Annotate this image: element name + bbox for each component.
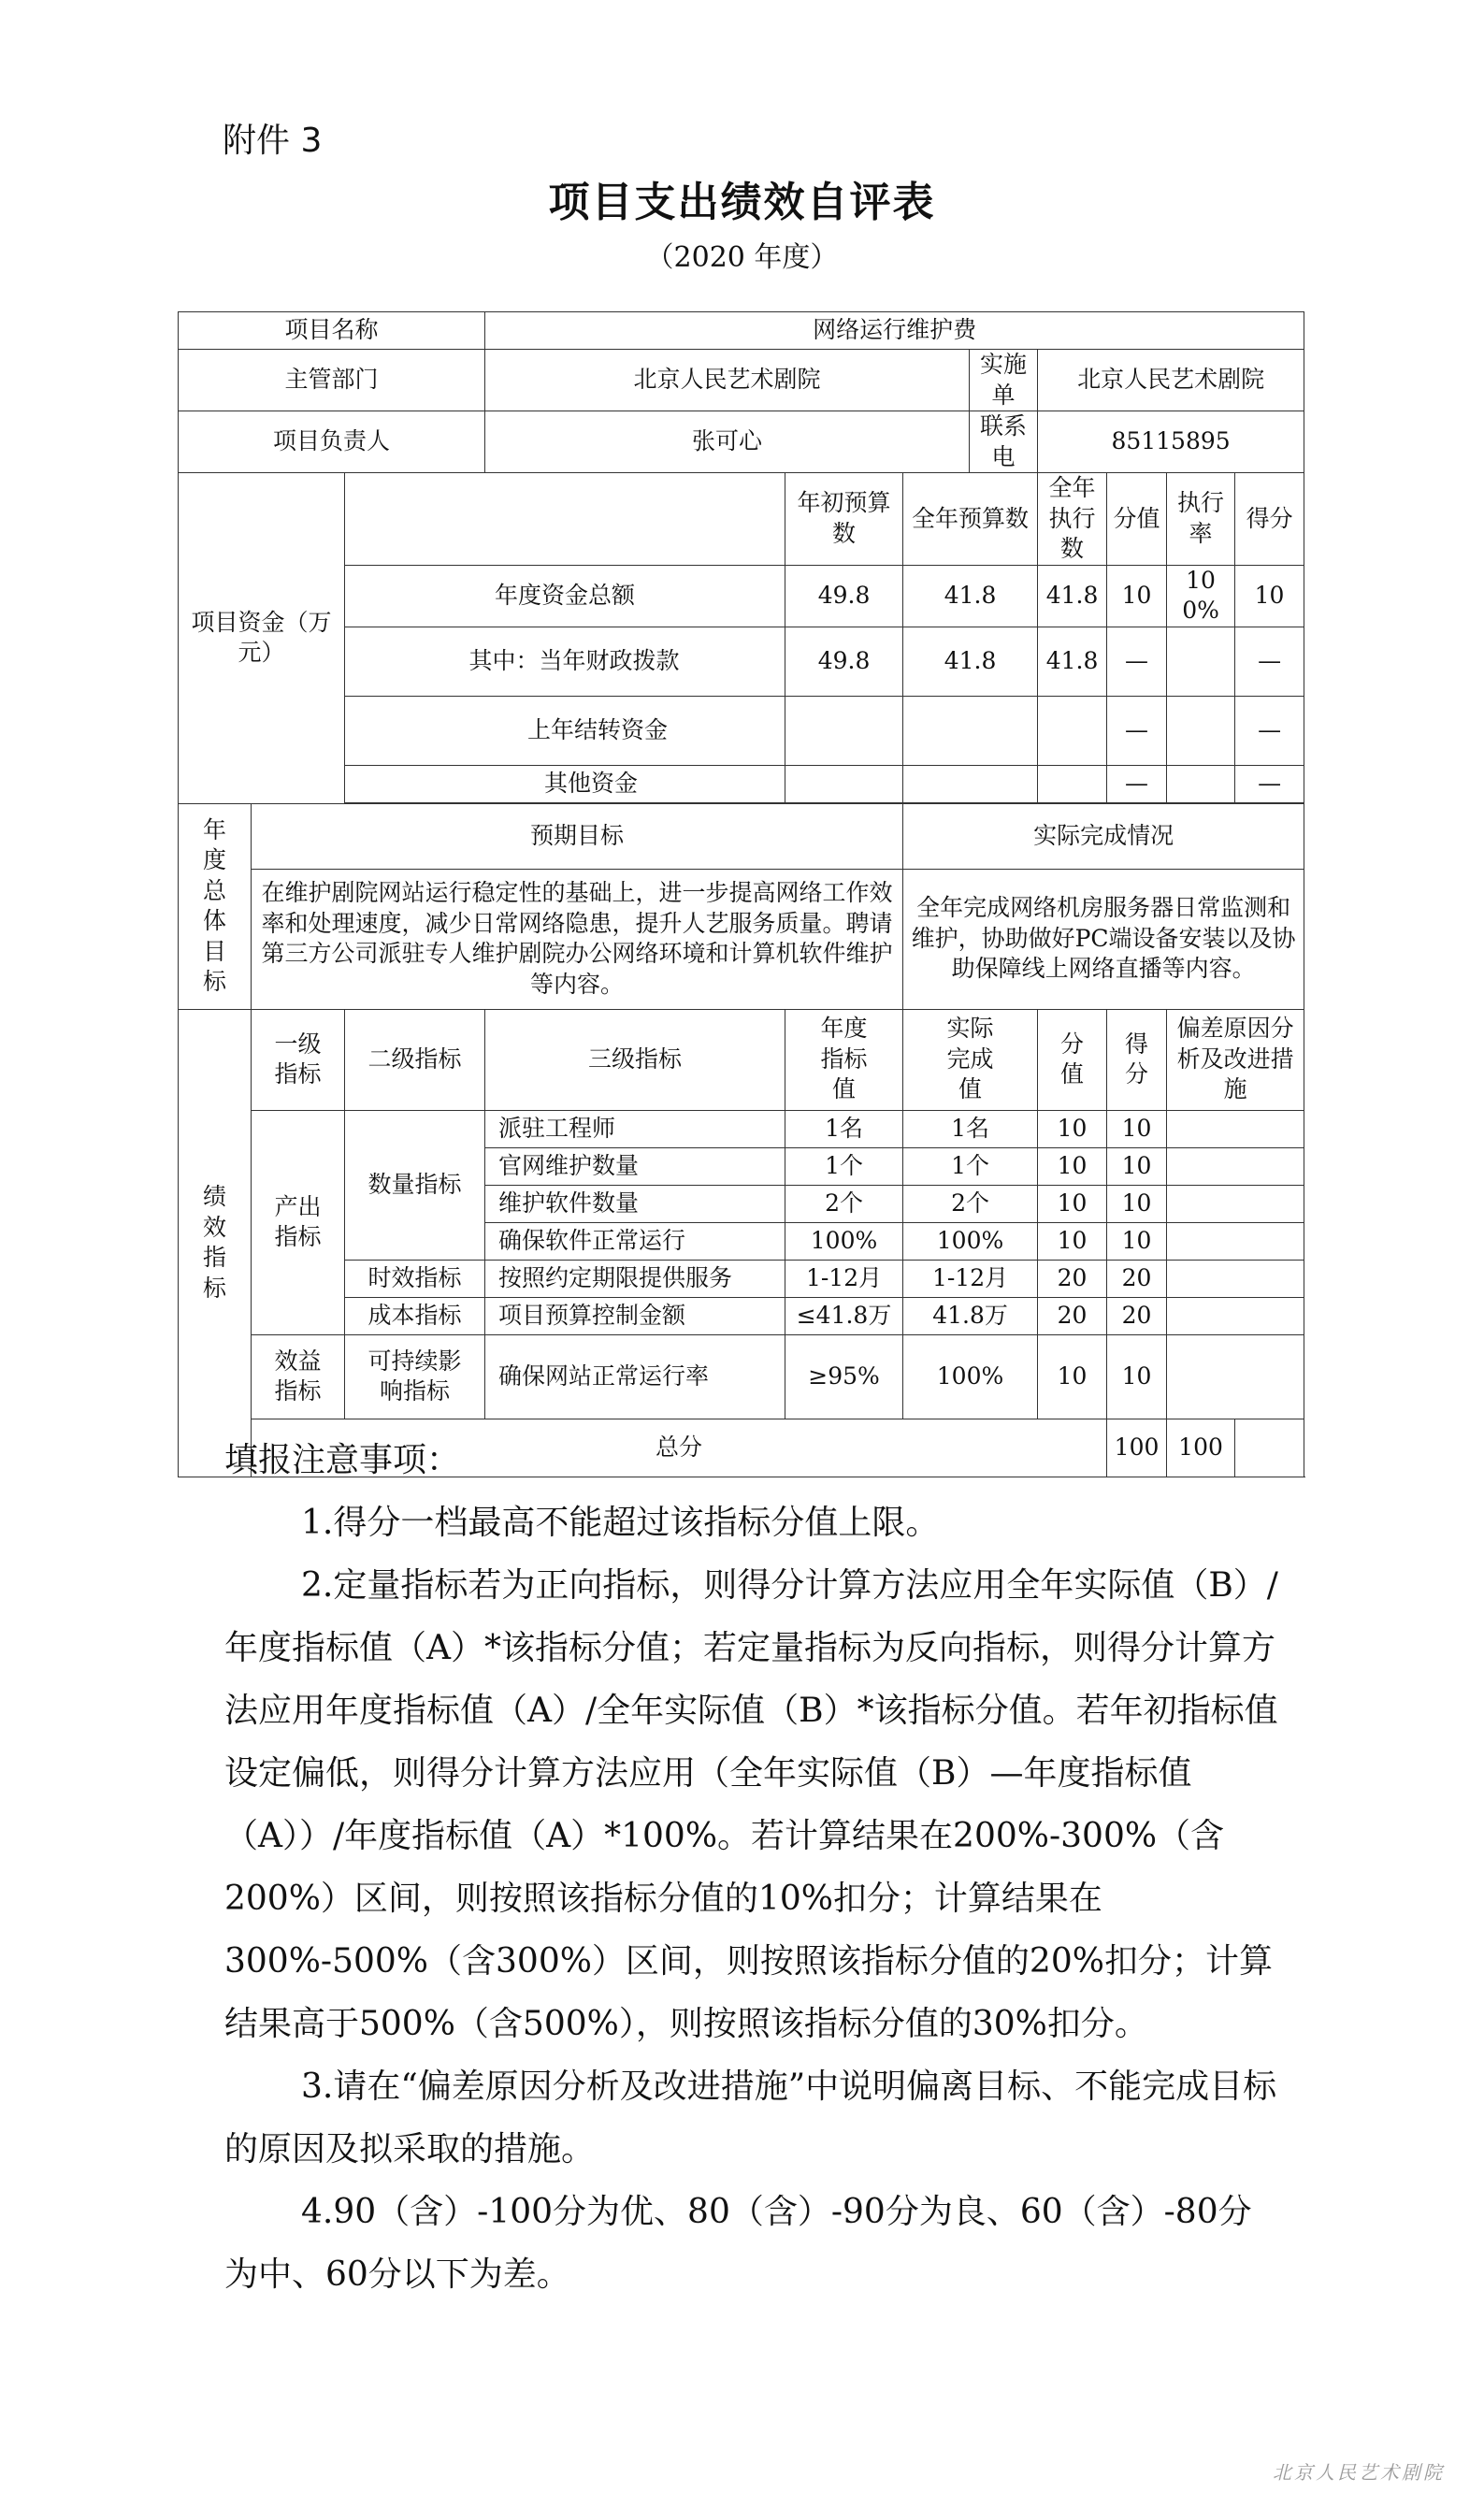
funds-init (785, 696, 903, 765)
funds-header-row (179, 473, 1304, 566)
funds-score-value: — (1107, 696, 1167, 765)
goals-label: 年度总体目标 (179, 803, 252, 1009)
funds-exec: 41.8 (1038, 565, 1107, 627)
funds-col-init: 年初预算数 (785, 473, 903, 566)
notes-heading: 填报注意事项： (224, 1441, 461, 1479)
table-row (179, 350, 1304, 411)
actual-result-text: 全年完成网络机房服务器日常监测和维护，协助做好PC端设备安装以及协助保障线上网络直播等内容。 (903, 869, 1304, 1009)
indicator-note (1167, 1260, 1304, 1297)
watermark: 北京人民艺术剧院 (1273, 2461, 1445, 2484)
expected-goal-text: 在维护剧院网站运行稳定性的基础上，进一步提高网络工作效率和处理速度，减少日常网络隐患，提升人艺服务质量。聘请第三方公司派驻专人维护剧院办公网络环境和计算机软件维护等内容。 (252, 869, 903, 1009)
note-item: 3.请在“偏差原因分析及改进措施”中说明偏离目标、不能完成目标的原因及拟采取的措施。 (224, 2068, 1277, 2168)
funds-annual (903, 765, 1038, 802)
cost-indicator-label: 成本指标 (345, 1297, 485, 1334)
indicator-value: 20 (1038, 1260, 1107, 1297)
table-row (179, 1297, 1304, 1334)
indicator-score: 10 (1107, 1185, 1167, 1222)
impl-unit-label: 实施单 (970, 350, 1038, 411)
funds-exec (1038, 696, 1107, 765)
funds-score-value: — (1107, 765, 1167, 802)
table-row (179, 765, 1304, 802)
table-row (179, 627, 1304, 696)
actual-header: 实际完成值 (903, 1009, 1038, 1110)
sustain-indicator-label: 可持续影响指标 (345, 1334, 485, 1419)
funds-score-value: — (1107, 627, 1167, 696)
funds-col-rate: 执行率 (1167, 473, 1235, 566)
indicator-actual: 100% (903, 1222, 1038, 1260)
level2-header: 二级指标 (345, 1009, 485, 1110)
level1-header: 一级指标 (252, 1009, 345, 1110)
performance-header-row (179, 1009, 1304, 1110)
indicator-actual: 2个 (903, 1185, 1038, 1222)
funds-annual (903, 696, 1038, 765)
funds-annual: 41.8 (903, 627, 1038, 696)
phone-value: 85115895 (1038, 411, 1304, 473)
filling-notes (224, 1429, 1281, 2306)
self-evaluation-table (178, 311, 1304, 1477)
target-header: 年度指标值 (785, 1009, 903, 1110)
indicator-note (1167, 1147, 1304, 1185)
funds-init (785, 765, 903, 802)
funds-score: — (1235, 696, 1304, 765)
page-title: 项目支出绩效自评表 (548, 179, 936, 226)
indicator-note (1167, 1222, 1304, 1260)
funds-rate (1167, 765, 1235, 802)
funds-score-value: 10 (1107, 565, 1167, 627)
total-label: 总分 (252, 1419, 1107, 1477)
funds-init: 49.8 (785, 565, 903, 627)
funds-rate (1167, 696, 1235, 765)
indicator-target: 1个 (785, 1147, 903, 1185)
goals-content-row (179, 869, 1304, 1009)
indicator-name: 按照约定期限提供服务 (485, 1260, 785, 1297)
impl-unit-value: 北京人民艺术剧院 (1038, 350, 1304, 411)
indicator-value: 10 (1038, 1222, 1107, 1260)
indicator-target: 1-12月 (785, 1260, 903, 1297)
indicator-name: 确保软件正常运行 (485, 1222, 785, 1260)
indicator-name: 官网维护数量 (485, 1147, 785, 1185)
funds-annual: 41.8 (903, 565, 1038, 627)
indicator-target: ≤41.8万 (785, 1297, 903, 1334)
funds-col-exec: 全年执行数 (1038, 473, 1107, 566)
indicator-target: ≥95% (785, 1334, 903, 1419)
total-score: 100 (1167, 1419, 1235, 1477)
note-item: 2.定量指标若为正向指标，则得分计算方法应用全年实际值（B）/年度指标值（A）*该指标分值；若定量指标为反向指标，则得分计算方法应用年度指标值（A）/全年实际值（B）*该指标分值。若年初指标值设定偏低，则得分计算方法应用（全年实际值（B）—年度指标值（A））/年度指标值（A）*100%。若计算结果在200%-300%（含200%）区间，则按照该指标分值的10%扣分；计算结果在300%-500%（含300%）区间，则按照该指标分值的20%扣分；计算结果高于500%（含500%），则按照该指标分值的30%扣分。 (224, 1566, 1278, 2043)
indicator-value: 10 (1038, 1110, 1107, 1147)
indicator-actual: 1名 (903, 1110, 1038, 1147)
indicator-name: 派驻工程师 (485, 1110, 785, 1147)
funds-row-label: 上年结转资金 (345, 696, 785, 765)
actual-result-header: 实际完成情况 (903, 803, 1304, 869)
phone-label: 联系电 (970, 411, 1038, 473)
timeliness-indicator-label: 时效指标 (345, 1260, 485, 1297)
dept-label: 主管部门 (179, 350, 485, 411)
score-header: 得分 (1107, 1009, 1167, 1110)
indicator-score: 10 (1107, 1147, 1167, 1185)
table-row (179, 1110, 1304, 1147)
table-row (179, 565, 1304, 627)
owner-label: 项目负责人 (179, 411, 485, 473)
indicator-score: 10 (1107, 1110, 1167, 1147)
indicator-score: 10 (1107, 1334, 1167, 1419)
indicator-actual: 100% (903, 1334, 1038, 1419)
funds-rate: 100% (1167, 565, 1235, 627)
total-value: 100 (1107, 1419, 1167, 1477)
attachment-label: 附件 3 (223, 122, 323, 160)
funds-score: — (1235, 765, 1304, 802)
funds-row-label: 其他资金 (345, 765, 785, 802)
indicator-target: 1名 (785, 1110, 903, 1147)
note-item: 1.得分一档最高不能超过该指标分值上限。 (301, 1504, 940, 1542)
benefit-indicator-label: 效益指标 (252, 1334, 345, 1419)
level3-header: 三级指标 (485, 1009, 785, 1110)
indicator-note (1167, 1185, 1304, 1222)
goals-header-row (179, 803, 1304, 869)
indicator-value: 10 (1038, 1185, 1107, 1222)
funds-row-label: 其中：当年财政拨款 (345, 627, 785, 696)
funds-col-score-value: 分值 (1107, 473, 1167, 566)
indicator-score: 20 (1107, 1297, 1167, 1334)
indicator-value: 20 (1038, 1297, 1107, 1334)
funds-col-annual: 全年预算数 (903, 473, 1038, 566)
funds-score: — (1235, 627, 1304, 696)
indicator-name: 项目预算控制金额 (485, 1297, 785, 1334)
indicator-name: 维护软件数量 (485, 1185, 785, 1222)
expected-goal-header: 预期目标 (252, 803, 903, 869)
page-subtitle: （2020 年度） (645, 241, 839, 274)
table-row (179, 1260, 1304, 1297)
table-row (179, 696, 1304, 765)
indicator-score: 20 (1107, 1260, 1167, 1297)
output-indicator-label: 产出指标 (252, 1110, 345, 1334)
value-header: 分值 (1038, 1009, 1107, 1110)
funds-init: 49.8 (785, 627, 903, 696)
funds-exec: 41.8 (1038, 627, 1107, 696)
dept-value: 北京人民艺术剧院 (485, 350, 970, 411)
table-row (179, 411, 1304, 473)
indicator-actual: 1-12月 (903, 1260, 1038, 1297)
funds-row-label: 年度资金总额 (345, 565, 785, 627)
indicator-name: 确保网站正常运行率 (485, 1334, 785, 1419)
funds-label: 项目资金（万元） (179, 473, 345, 804)
funds-exec (1038, 765, 1107, 802)
funds-empty-header (345, 473, 785, 566)
indicator-value: 10 (1038, 1147, 1107, 1185)
indicator-actual: 41.8万 (903, 1297, 1038, 1334)
deviation-header: 偏差原因分析及改进措施 (1167, 1009, 1304, 1110)
project-name: 网络运行维护费 (485, 312, 1304, 350)
indicator-value: 10 (1038, 1334, 1107, 1419)
indicator-actual: 1个 (903, 1147, 1038, 1185)
funds-rate (1167, 627, 1235, 696)
table-row (179, 312, 1304, 350)
quantity-indicator-label: 数量指标 (345, 1110, 485, 1260)
performance-label: 绩效指标 (179, 1009, 252, 1477)
indicator-score: 10 (1107, 1222, 1167, 1260)
owner-value: 张可心 (485, 411, 970, 473)
indicator-note (1167, 1297, 1304, 1334)
indicator-target: 2个 (785, 1185, 903, 1222)
project-name-label: 项目名称 (179, 312, 485, 350)
table-row (179, 1334, 1304, 1419)
note-item: 4.90（含）-100分为优、80（含）-90分为良、60（含）-80分为中、60分以下为差。 (224, 2193, 1252, 2294)
indicator-note (1167, 1110, 1304, 1147)
funds-score: 10 (1235, 565, 1304, 627)
indicator-note (1167, 1334, 1304, 1419)
funds-col-score: 得分 (1235, 473, 1304, 566)
indicator-target: 100% (785, 1222, 903, 1260)
